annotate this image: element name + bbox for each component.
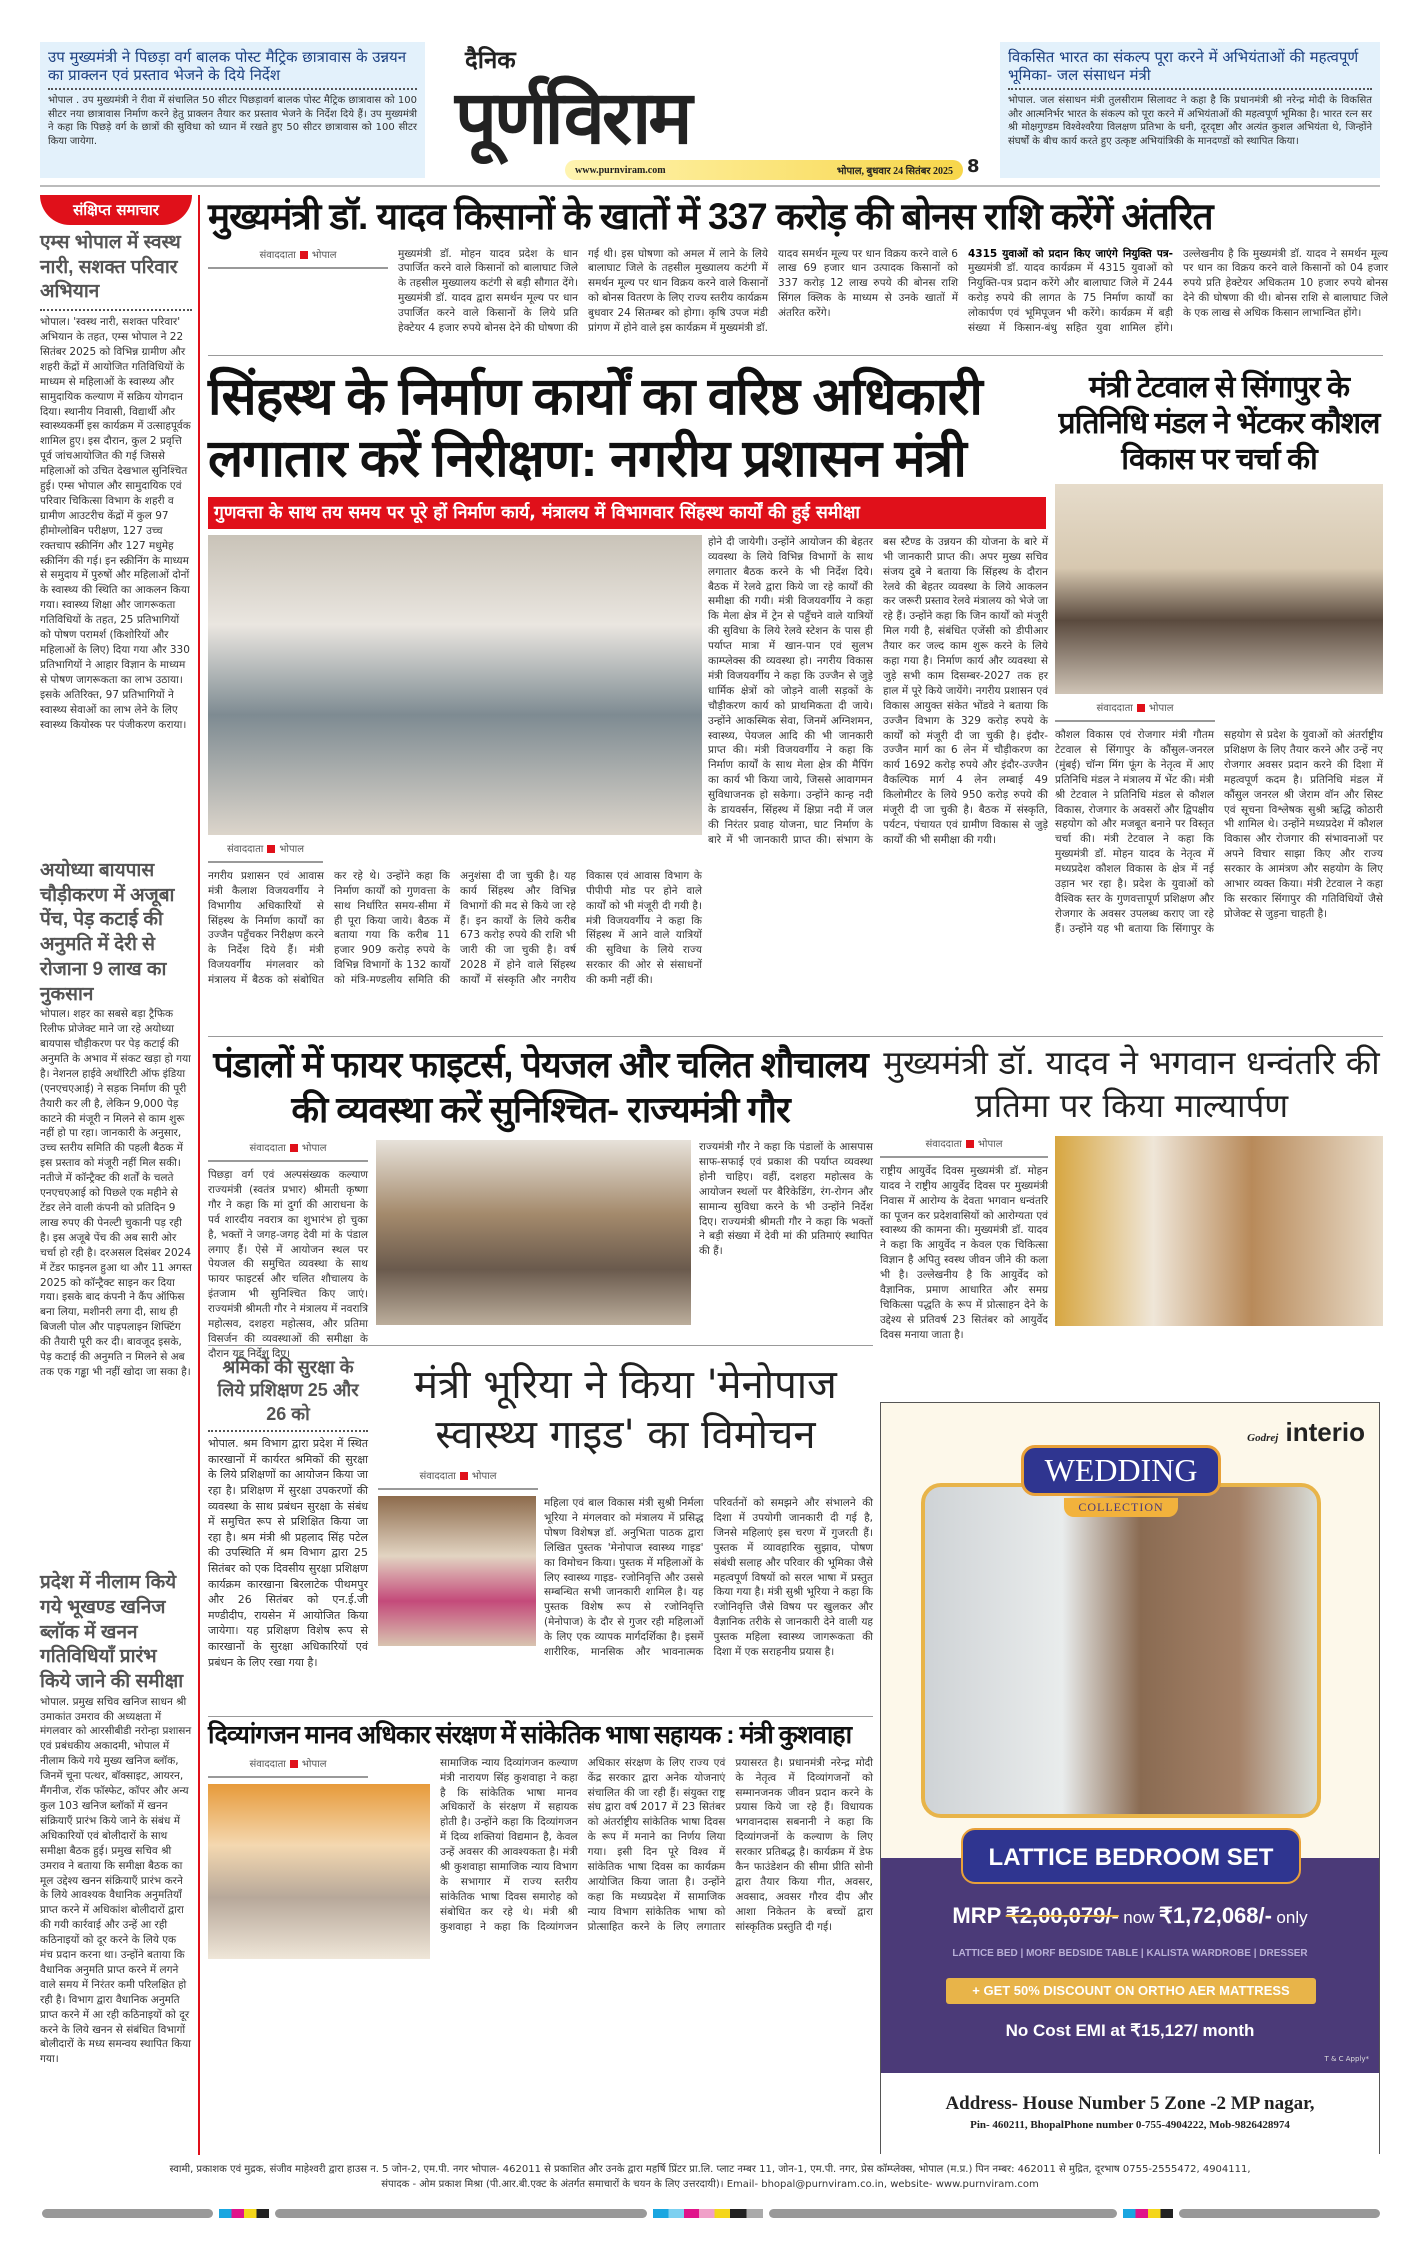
- product-name: LATTICE BEDROOM SET: [961, 1828, 1301, 1884]
- sidebar-body: भोपाल। 'स्वस्थ नारी, सशक्त परिवार' अभियान के तहत, एम्स भोपाल ने 22 सितंबर 2025 को विभिन्न ग्रामीण और शहरी केंद्रों में आयोजित गतिविधियों के माध्यम से महिलाओं के स्वास्थ्य और सामुदायिक कल्याण में सक्रिय योगदान दिया। स्थानीय निवासी, विद्यार्थी और स्वास्थ्यकर्मी इस कार्यक्रम में उत्साहपूर्वक शामिल हुए। इस दौरान, कुल 2 प्रवृत्ति पूर्व जांचआयोजित की गई जिससे महिलाओं को उचित देखभाल सुनिश्चित हुई। एम्स भोपाल और सामुदायिक एवं परिवार चिकित्सा विभाग के शहरी व ग्रामीण आउटरीच केंद्रों में कुल 97 हीमोग्लोबिन परीक्षण, 127 उच्च रक्तचाप स्क्रीनिंग और 127 मधुमेह स्क्रीनिंग की गई। इन स्क्रीनिंग के माध्यम से समुदाय में पुरुषों और महिलाओं दोनों के स्वास्थ्य की स्थिति का आकलन किया गया। स्वास्थ्य शिक्षा और जागरूकता गतिविधियों के तहत, 25 प्रतिभागियों को पोषण परामर्श (किशोरियों और महिलाओं के लिए) दिया गया और 330 प्रतिभागियों ने आहार विज्ञान के माध्यम से पोषण जागरूकता का लाभ उठाया। इसके अतिरिक्त, 97 प्रतिभागियों ने स्वास्थ्य सेवाओं का लाभ लेने के लिए स्वास्थ्य कियोस्क पर पंजीकरण कराया।: [40, 316, 191, 731]
- dhanvantari-section: [880, 1042, 1383, 1397]
- reporter: संवाददाता: [1096, 703, 1133, 714]
- bar-segment: [42, 2209, 213, 2218]
- divider: [208, 1430, 368, 1432]
- sinhastha-content: [208, 535, 1048, 1032]
- masthead-rule: [40, 185, 1380, 187]
- reporter: संवाददाता: [249, 1758, 286, 1770]
- set-items: LATTICE BED | MORF BEDSIDE TABLE | KALISTA WARDROBE | DRESSER: [952, 1948, 1308, 1959]
- bullet: [966, 1140, 974, 1148]
- now-label: now: [1123, 1908, 1155, 1927]
- interio-ad[interactable]: [880, 1402, 1380, 2154]
- divyang-section: [208, 1716, 873, 2156]
- cmyk-marks: [653, 2209, 763, 2218]
- mrp-label: MRP: [952, 1903, 1002, 1928]
- tetwal-section: [1055, 370, 1383, 1032]
- lead-body-2: [968, 247, 1388, 350]
- shramik-section: [208, 1356, 368, 1710]
- masthead-title: पूर्णविराम: [455, 76, 690, 159]
- sinhastha-photo: [208, 535, 702, 835]
- brand-logo: [1247, 1417, 1365, 1448]
- sidebar-headline: एम्स भोपाल में स्वस्थ नारी, सशक्त परिवार अभियान: [40, 232, 181, 303]
- tetwal-photo: [1055, 484, 1383, 694]
- tetwal-headline: मंत्री टेटवाल से सिंगापुर के प्रतिनिधि मंडल ने भेंटकर कौशल विकास पर चर्चा की: [1058, 371, 1380, 476]
- brand-name: interio: [1285, 1417, 1365, 1447]
- divyang-headline: दिव्यांगजन मानव अधिकार संरक्षण में सांकेतिक भाषा सहायक : मंत्री कुशवाहा: [208, 1721, 852, 1749]
- fire-body-left: पिछड़ा वर्ग एवं अल्पसंख्यक कल्याण राज्यमंत्री (स्वतंत्र प्रभार) श्रीमती कृष्णा गौर ने कहा कि मां दुर्गा की आराधना के पर्व शारदीय नवरात्र का शुभारंभ हो चुका है, भक्तों ने जगह-जगह देवी मां के पंडाल लगाए हैं। ऐसे में आयोजन स्थल पर पेयजल की समुचित व्यवस्था के साथ फायर फाइटर्स और चलित शौचालय के इंतजाम भी सुनिश्चित किए जाएं। राज्यमंत्री श्रीमती गौर ने मंत्रालय में नवरात्रि महोत्सव, दशहरा महोत्सव, और प्रतिमा विसर्जन की व्यवस्थाओं की समीक्षा के दौरान यह निर्देश दिए।: [208, 1169, 368, 1360]
- byline-text: [880, 1136, 1048, 1158]
- city: भोपाल: [301, 1143, 327, 1154]
- byline-text: [208, 1140, 368, 1162]
- only-label: only: [1276, 1908, 1308, 1927]
- reporter: संवाददाता: [249, 1143, 286, 1154]
- bar-segment: [769, 2209, 1116, 2218]
- tc-note: T & C Apply*: [1324, 2055, 1369, 2063]
- bar-segment: [275, 2209, 647, 2218]
- masthead: [435, 42, 980, 180]
- lead-body: मुख्यमंत्री डॉ. मोहन यादव प्रदेश के धान उपार्जित करने वाले किसानों को बालाघाट जिले के तहसील मुख्यालय कटंगी से बड़ी सौगात देंगे। मुख्यमंत्री डॉ. यादव द्वारा समर्थन मूल्य पर धान उपार्जित करने वाले किसानों के लिये प्रति हेक्टेयर 4 हजार रुपये बोनस देने की घोषणा की गई थी। इस घोषणा को अमल में लाने के लिये बालाघाट जिले के तहसील मुख्यालय कटंगी में समर्थन मूल्य पर धान विक्रय करने वाले किसानों को बोनस वितरण के लिए राज्य स्तरीय कार्यक्रम बुधवार 24 सितम्बर को होगा। कृषि उपज मंडी प्रांगण में होने वाले इस कार्यक्रम में मुख्यमंत्री डॉ. यादव समर्थन मूल्य पर धान विक्रय करने वाले 6 लाख 69 हजार धान उत्पादक किसानों को 337 करोड़ 12 लाख रुपये की बोनस राशि सिंगल क्लिक के माध्यम से उनके खातों में अंतरित करेंगे।: [398, 247, 958, 335]
- fire-content: [208, 1140, 873, 1360]
- cmyk-marks: [1123, 2209, 1173, 2218]
- brief-headline: विकसित भारत का संकल्प पूरा करने में अभियंताओं की महत्वपूर्ण भूमिका- जल संसाधन मंत्री: [1008, 48, 1359, 84]
- tetwal-body: कौशल विकास एवं रोजगार मंत्री गौतम टेटवाल से सिंगापुर के कौंसुल-जनरल (मुंबई) चॉन्ग मिंग फूंग के नेतृत्व में आए प्रतिनिधि मंडल ने मंत्रालय में भेंट की। मंत्री श्री टेटवाल ने प्रतिनिधि मंडल से कौशल विकास, रोजगार के अवसरों और द्विपक्षीय सहयोग को और मजबूत बनाने पर विस्तृत चर्चा की। मंत्री टेटवाल ने कहा कि मुख्यमंत्री डॉ. मोहन यादव के नेतृत्व में मध्यप्रदेश कौशल विकास के क्षेत्र में नई उड़ान भर रहा है। प्रदेश के युवाओं को वैश्विक स्तर के गुणवत्तापूर्ण प्रशिक्षण और रोजगार के अवसर उपलब्ध कराए जा रहे हैं। उन्होंने यह भी बताया कि सिंगापुर के सहयोग से प्रदेश के युवाओं को अंतर्राष्ट्रीय प्रशिक्षण के लिए तैयार करने और उन्हें नए रोजगार अवसर प्रदान करने की दिशा में महत्वपूर्ण कदम है। प्रतिनिधि मंडल में कौंसुल जनरल श्री जेराम वॉन और सिस्ट एवं सूचना विश्लेषक सुश्री ऋद्धि कोठारी भी शामिल थे। उन्होंने मध्यप्रदेश में कौशल विकास और रोजगार की संभावनाओं पर अपने विचार साझा किए और राज्य सरकार के आमंत्रण और सहयोग के लिए आभार व्यक्त किया। मंत्री टेटवाल ने कहा कि सरकार सिंगापुर की गतिविधियों जैसे प्रोजेक्ट से जुड़ना चाहती है।: [1055, 729, 1383, 935]
- sidebar-label: संक्षिप्त समाचार: [40, 195, 192, 225]
- sinhastha-strap: गुणवत्ता के साथ तय समय पर पूरे हों निर्माण कार्य, मंत्रालय में विभागवार सिंहस्थ कार्यों की हुई समीक्षा: [208, 497, 1046, 529]
- reporter: संवाददाता: [259, 249, 296, 261]
- brief-headline: उप मुख्यमंत्री ने पिछड़ा वर्ग बालक पोस्ट मैट्रिक छात्रावास के उन्नयन का प्राक्लन एवं प्रस्ताव भेजने के दिये निर्देश: [48, 48, 407, 84]
- color-registration-bar: [42, 2208, 1380, 2218]
- fire-body-right: राज्यमंत्री गौर ने कहा कि पंडालों के आसपास साफ-सफाई एवं प्रकाश की पर्याप्त व्यवस्था होनी चाहिए। वहीं, दशहरा महोत्सव के आयोजन स्थलों पर बैरिकेडिंग, रंग-रोगन और सामान्य सुविधा करने के भी उन्होंने निर्देश दिए। राज्यमंत्री श्रीमती गौर ने कहा कि भक्तों ने बड़ी संख्या में देवी मां की प्रतिमाएं स्थापित की हैं।: [699, 1141, 873, 1258]
- byline-text: [208, 247, 388, 269]
- lead-headline: मुख्यमंत्री डॉ. यादव किसानों के खातों में 337 करोड़ की बोनस राशि करेंगें अंतरित: [208, 196, 1213, 237]
- byline-text: [1055, 700, 1215, 722]
- ad-address: Address- House Number 5 Zone -2 MP nagar,: [945, 2093, 1315, 2114]
- divider: [48, 88, 417, 90]
- emi-text: No Cost EMI at ₹15,127/ month: [1005, 2021, 1255, 2040]
- imprint-line-1: स्वामी, प्रकाशक एवं मुद्रक, संजीव माहेश्वरी द्वारा हाउस न. 5 जोन-2, एम.पी. नगर भोपाल- 462011 से प्रकाशित और उनके द्वारा महर्षि प्रिंटर प्रा.लि. प्लाट नम्बर 11, जोन-1, एम.पी. नगर, प्रेस कॉम्प्लेक्स, भोपाल (म.प्र.) पिन नम्बर: 462011 से मुद्रित, दूरभाष 0755-2555472, 4904111,: [169, 2164, 1251, 2175]
- city: भोपाल: [1148, 703, 1174, 714]
- sinhastha-body: नगरीय प्रशासन एवं आवास मंत्री कैलाश विजयवर्गीय ने विभागीय अधिकारियों से सिंहस्थ के निर्माण कार्यों का उज्जैन पहुँचकर निरीक्षण करने के निर्देश दिये हैं। मंत्री विजयवर्गीय मंगलवार को मंत्रालय में बैठक को संबोधित कर रहे थे। उन्होंने कहा कि निर्माण कार्यों को गुणवत्ता के साथ निर्धारित समय-सीमा में ही पूरा किया जाये। बैठक में बताया गया कि करीब 11 हजार 909 करोड़ रुपये के विभिन्न विभागों के 132 कार्यों को मंत्रि-मण्डलीय समिति की अनुशंसा दी जा चुकी है। यह कार्य सिंहस्थ और विभिन्न विभागों की मद से किये जा रहे हैं। इन कार्यों के लिये करीब 673 करोड़ रुपये की राशि भी जारी की जा चुकी है। वर्ष 2028 में होने वाले सिंहस्थ कार्यों में संस्कृति और नगरीय विकास एवं आवास विभाग के पीपीपी मोड पर होने वाले कार्यों को भी मंजूरी दी गयी है। मंत्री विजयवर्गीय ने कहा कि सिंहस्थ में आने वाले यात्रियों की सुविधा के लिये राज्य सरकार की ओर से संसाधनों की कमी नहीं की।: [208, 869, 702, 987]
- ad-photo: [921, 1483, 1321, 1818]
- wedding-banner: [1021, 1445, 1221, 1517]
- city: भोपाल: [977, 1138, 1003, 1150]
- menopause-photo: [378, 1496, 536, 1646]
- divyang-byline: [208, 1756, 368, 1784]
- menopause-section: [378, 1360, 873, 1710]
- sinhastha-byline: [208, 841, 323, 869]
- price-line: [881, 1903, 1379, 1929]
- menopause-content: [378, 1496, 873, 1710]
- imprint: [30, 2163, 1390, 2192]
- divyang-photo: [208, 1784, 430, 1959]
- banner-sub: COLLECTION: [1064, 1498, 1177, 1517]
- rule: [208, 1036, 1383, 1037]
- sidebar-headline: अयोध्या बायपास चौड़ीकरण में अजूबा पेंच, पेड़ कटाई की अनुमति में देरी से रोजाना 9 लाख का नुकसान: [40, 860, 175, 1005]
- menopause-headline: मंत्री भूरिया ने किया 'मेनोपाज स्वास्थ्य गाइड' का विमोचन: [414, 1362, 837, 1458]
- brief-body: भोपाल . उप मुख्यमंत्री ने रीवा में संचालित 50 सीटर पिछड़ावर्ग बालक पोस्ट मैट्रिक छात्रावास को 100 सीटर नया छात्रावास निर्माण करने हेतु प्राक्लन तैयार कर प्रस्ताव भेजने के निर्देश दिये हैं। उप मुख्यमंत्री ने कहा कि पिछड़े वर्ग के छात्रों की सुविधा को ध्यान में रखते हुए 50 सीटर छात्रावास को 100 सीटर किया जायेगा.: [48, 95, 417, 147]
- dhanvantari-body: राष्ट्रीय आयुर्वेद दिवस मुख्यमंत्री डॉ. मोहन यादव ने राष्ट्रीय आयुर्वेद दिवस पर मुख्यमंत्री निवास में आरोग्य के देवता भगवान धन्वंतरि का पूजन कर प्रदेशवासियों को आरोग्यता एवं स्वास्थ्य की कामना की। मुख्यमंत्री डॉ. यादव ने कहा कि आयुर्वेद न केवल एक चिकित्सा विज्ञान है अपितु स्वस्थ जीवन जीने की कला भी है। उल्लेखनीय है कि आयुर्वेद को वैज्ञानिक, प्रमाण आधारित और समग्र चिकित्सा पद्धति के रूप में प्रोत्साहन देने के उद्देश्य से प्रतिवर्ष 23 सितंबर को आयुर्वेद दिवस मनाया जाता है।: [880, 1164, 1048, 1341]
- menopause-byline: [378, 1468, 538, 1496]
- top-left-brief: [40, 42, 425, 178]
- lead-section: [208, 196, 1398, 350]
- shramik-headline: श्रमिकों की सुरक्षा के लिये प्रशिक्षण 25 और 26 को: [217, 1357, 359, 1424]
- dhanvantari-headline: मुख्यमंत्री डॉ. यादव ने भगवान धन्वंतरि की प्रतिमा पर किया माल्यार्पण: [883, 1043, 1380, 1125]
- reporter: संवाददाता: [419, 1471, 456, 1482]
- fire-headline: पंडालों में फायर फाइटर्स, पेयजल और चलित शौचालय की व्यवस्था करें सुनिश्चित- राज्यमंत्री गौर: [213, 1044, 868, 1130]
- offer-price: ₹1,72,068/-: [1158, 1903, 1272, 1928]
- sinhastha-body-right: होने दी जायेगी। उन्होंने आयोजन की बेहतर व्यवस्था के लिये विभिन्न विभागों के साथ लगातार बैठक करने के भी निर्देश दिये। बैठक में रेलवे द्वारा किये जा रहे कार्यों की समीक्षा की गयी। मंत्री विजयवर्गीय ने कहा कि मेला क्षेत्र में ट्रेन से पहुँचने वाले यात्रियों की सुविधा के लिये रेलवे स्टेशन के पास ही पर्याप्त मात्रा में खान-पान एवं सुलभ काम्प्लेक्स की व्यवस्था हो। नगरीय विकास मंत्री विजयवर्गीय ने कहा कि उज्जैन से जुड़े धार्मिक क्षेत्रों को जोड़ने वाली सड़कों के चौड़ीकरण कार्य को प्राथमिकता दी जाये। उन्होंने आकस्मिक सेवा, जिनमें अग्निशमन, स्वास्थ्य, पेयजल आदि की भी जानकारी प्राप्त की। मंत्री विजयवर्गीय ने कहा कि निर्माण कार्यों के साथ मेला क्षेत्र की मैपिंग का कार्य भी किया जाये, जिससे आवागमन सुविधाजनक हो सकेगा। उन्होंने कान्ह नदी के डायवर्सन, सिंहस्थ में क्षिप्रा नदी में जल की निरंतर प्रवाह योजना, घाट निर्माण के बारे में भी जानकारी प्राप्त की। संभाग के बस स्टैण्ड के उन्नयन की योजना के बारे में भी जानकारी प्राप्त की। अपर मुख्य सचिव संजय दुबे ने बताया कि सिंहस्थ के दौरान रेलवे की बेहतर व्यवस्था के लिये आकलन कर जरूरी प्रस्ताव रेलवे मंत्रालय को भेजे जा रहे हैं। उन्होंने कहा कि जिन कार्यों को मंजूरी मिल गयी है, संबंधित एजेंसी को डीपीआर तैयार कर जल्द काम शुरू करने के लिये कहा गया है। निर्माण कार्य और व्यवस्था से जुड़े सभी काम दिसम्बर-2027 तक हर हाल में पूरे किये जायेंगे। नगरीय प्रशासन एवं विकास आयुक्त संकेत भोंडवे ने बताया कि उज्जैन विभाग के 329 करोड़ रुपये के कार्यों को मंजूरी दी जा चुकी है। इंदौर-उज्जैन मार्ग का 6 लेन में चौड़ीकरण का कार्य 1692 करोड़ रुपये और इंदौर-उज्जैन वैकल्पिक मार्ग 4 लेन लम्बाई 49 किलोमीटर के लिये 950 करोड़ रुपये की मंजूरी दी जा चुकी है। बैठक में संस्कृति, पर्यटन, पंचायत एवं ग्रामीण विकास से जुड़े कार्यों की भी समीक्षा की गयी।: [708, 535, 1049, 846]
- bullet: [290, 1144, 298, 1152]
- dhanvantari-photo: [1055, 1136, 1383, 1326]
- byline: [208, 247, 388, 350]
- bullet: [267, 845, 275, 853]
- mrp-old-price: ₹2,00,079/-: [1005, 1903, 1119, 1928]
- website-link[interactable]: www.purnviram.com: [575, 164, 666, 176]
- bullet: [460, 1472, 468, 1480]
- sidebar: [40, 195, 200, 2155]
- fire-section: [208, 1042, 873, 1360]
- sidebar-body: भोपाल. प्रमुख सचिव खनिज साधन श्री उमाकांत उमराव की अध्यक्षता में मंगलवार को आरसीबीडी नरोन्हा प्रशासन एवं प्रबंधकीय अकादमी, भोपाल में नीलाम किये गये मुख्य खनिज ब्लॉक, जिनमें चूना पत्थर, बॉक्साइट, आयरन, मैंगनीज, रॉक फॉस्फेट, कॉपर और अन्य कुल 103 खनिज ब्लॉकों में खनन संक्रियाएँ प्रारंभ किये जाने के संबंध में अधिकारियों एवं बोलीदारों के साथ समीक्षा बैठक हुई। प्रमुख सचिव श्री उमराव ने बताया कि समीक्षा बैठक का मूल उद्देश्य खनन संक्रियाएँ प्रारंभ करने के लिये आवश्यक वैधानिक अनुमतियाँ प्राप्त करने में अधिकांश बोलीदारों द्वारा की गयी कार्रवाई और उन्हें आ रही कठिनाइयों को दूर करने के लिये एक मंच प्रदान करना था। उन्होंने बताया कि वैधानिक अनुमति प्राप्त करने में लगने वाले समय में निरंतर कमी परिलक्षित हो रही है। विभाग द्वारा वैधानिक अनुमति प्राप्त करने में आ रही कठिनाइयों को दूर करने के लिये खनन से संबंधित विभागों बोलीदारों के मध्य समन्वय स्थापित किया गया।: [40, 1695, 192, 2066]
- brief-body: भोपाल. जल संसाधन मंत्री तुलसीराम सिलावट ने कहा है कि प्रधानमंत्री श्री नरेन्द्र मोदी के विकसित और आत्मनिर्भर भारत के संकल्प को पूरा करने में अभियंताओं की महत्वपूर्ण भूमिका है। भारत रत्न सर श्री मोक्षगुण्डम विश्वेश्वरैया विलक्षण प्रतिभा के धनी, दूरदृष्टा और अत्यंत कुशल अभियंता थे, जिन्होंने संघर्षों के बीच कार्य करते हुए उत्कृष्ट अभियांत्रिकी के मानदण्डों को स्थापित किया।: [1008, 95, 1372, 147]
- byline-text: [208, 841, 323, 863]
- discount-badge: + GET 50% DISCOUNT ON ORTHO AER MATTRESS: [946, 1978, 1316, 2004]
- bullet: [290, 1760, 298, 1768]
- sidebar-body: भोपाल। शहर का सबसे बड़ा ट्रैफिक रिलीफ प्रोजेक्ट माने जा रहे अयोध्या बायपास चौड़ीकरण पर पेड़ कटाई की अनुमति के अभाव में संकट खड़ा हो गया है। नेशनल हाईवे अथॉरिटी ऑफ इंडिया (एनएचएआई) ने सड़क निर्माण की पूरी तैयारी कर ली है, लेकिन 9,000 पेड़ काटने की मंजूरी न मिलने से काम शुरू नहीं हो पा रहा। जानकारी के अनुसार, उच्च स्तरीय समिति की पहली बैठक में इस प्रस्ताव को मंजूरी नहीं मिल सकी। नतीजे में कॉन्ट्रैक्ट की शर्तों के चलते एनएचएआई को पिछले एक महीने से टेंडर लेने वाली कंपनी को प्रतिदिन 9 लाख रुपए की पेनल्टी चुकानी पड़ रही है। इस अजूबे पेंच की अब सारी ओर चर्चा हो रही है। दरअसल दिसंबर 2024 में टेंडर फाइनल हुआ था और 11 अगस्त 2025 को कॉन्ट्रैक्ट साइन कर दिया गया। इसके बाद कंपनी ने कैंप ऑफिस बना लिया, मशीनरी लगा दी, साथ ही बिजली पोल और पाइपलाइन शिफ्टिंग की तैयारी पूरी कर दी। बावजूद इसके, पेड़ कटाई की अनुमति न मिलने से अब तक एक गड्ढा भी नहीं खोदा जा सका है।: [40, 1008, 192, 1378]
- ad-contact: Pin- 460211, BhopalPhone number 0-755-4904222, Mob-9826428974: [970, 2119, 1290, 2131]
- city: भोपाल: [301, 1758, 327, 1770]
- bullet: [1137, 704, 1145, 712]
- rule: [208, 1345, 873, 1346]
- lead-subhead: 4315 युवाओं को प्रदान किए जाएंगे नियुक्ति पत्र-: [968, 247, 1173, 260]
- brand-pre: Godrej: [1247, 1432, 1279, 1444]
- reporter: संवाददाता: [925, 1138, 962, 1150]
- divider: [1008, 88, 1372, 90]
- banner-title: WEDDING: [1021, 1445, 1221, 1496]
- imprint-line-2: संपादक - ओम प्रकाश मिश्रा (पी.आर.बी.एक्ट के अंतर्गत समाचारों के चयन के लिए उत्तरदायी)। Email- bhopal@purnviram.co.in, website- www.purnviram.com: [381, 2178, 1039, 2190]
- byline-text: [378, 1468, 538, 1490]
- city: भोपाल: [471, 1471, 497, 1482]
- page-number: 8: [967, 156, 980, 177]
- bullet: [300, 251, 308, 259]
- dhanvantari-content: [880, 1136, 1383, 1397]
- lead-body2: मुख्यमंत्री डॉ. यादव कार्यक्रम में 4315 युवाओं को नियुक्ति-पत्र प्रदान करेंगे और बालाघाट जिले में 244 करोड़ रुपये की लागत के 75 निर्माण कार्यों का लोकार्पण एवं भूमिपूजन भी करेंगे। कार्यक्रम में बड़ी संख्या में किसान-बंधु सहित युवा शामिल होंगे। उल्लेखनीय है कि मुख्यमंत्री डॉ. यादव ने समर्थन मूल्य पर धान का विक्रय करने वाले किसानों को 04 हजार रुपये प्रति हेक्टेयर अधिकतम 10 हजार रुपये बोनस देने की घोषणा की थी। बोनस राशि से बालाघाट जिले के एक लाख से अधिक किसान लाभान्वित होंगे।: [968, 247, 1388, 335]
- divyang-content: [208, 1756, 873, 2156]
- cmyk-marks: [219, 2209, 269, 2218]
- rule: [208, 355, 1383, 356]
- divider: [40, 309, 192, 311]
- fire-photo: [376, 1140, 691, 1325]
- ad-address-panel: [881, 2073, 1379, 2155]
- city: भोपाल: [311, 249, 337, 261]
- fire-left: [208, 1140, 368, 1360]
- menopause-body: महिला एवं बाल विकास मंत्री सुश्री निर्मला भूरिया ने मंगलवार को मंत्रालय में प्रसिद्ध पोषण विशेषज्ञ डॉ. अनुभिता पाठक द्वारा लिखित पुस्तक 'मेनोपाज स्वास्थ्य गाइड' का विमोचन किया। पुस्तक में महिलाओं के लिए स्वास्थ्य गाइड- रजोनिवृत्ति और उससे सम्बन्धित सभी जानकारी शामिल है। यह पुस्तक विशेष रूप से रजोनिवृत्ति (मेनोपाज) के दौर से गुजर रही महिलाओं के लिए एक व्यापक मार्गदर्शिका है। इसमें शारीरिक, मानसिक और भावनात्मक परिवर्तनों को समझने और संभालने की दिशा में उपयोगी जानकारी दी गई है, जिनसे महिलाएं इस चरण में गुजरती हैं। पुस्तक में व्यावहारिक सुझाव, पोषण संबंधी सलाह और परिवार की भूमिका जैसे महत्वपूर्ण विषयों को सरल भाषा में प्रस्तुत किया गया है। मंत्री सुश्री भूरिया ने कहा कि रजोनिवृत्ति जैसे विषय पर खुलकर और वैज्ञानिक तरीके से जानकारी देने वाली यह पुस्तक महिला स्वास्थ्य जागरूकता की दिशा में एक सराहनीय प्रयास है।: [544, 1497, 873, 1659]
- sidebar-headline: प्रदेश में नीलाम किये गये भूखण्ड खनिज ब्लॉक में खनन गतिविधियाँ प्रारंभ किये जाने की समीक्षा: [40, 1572, 184, 1692]
- masthead-pre: दैनिक: [465, 47, 516, 74]
- lead-story: [208, 247, 1388, 350]
- bar-segment: [1179, 2209, 1380, 2218]
- dateline: भोपाल, बुधवार 24 सितंबर 2025: [836, 166, 953, 177]
- shramik-body: भोपाल. श्रम विभाग द्वारा प्रदेश में स्थित कारखानों में कार्यरत श्रमिकों की सुरक्षा के लिये प्रशिक्षणों का आयोजन किया जा रहा है। प्रशिक्षण में सुरक्षा उपकरणों की व्यवस्था के साथ प्रबंधन सुरक्षा के संबंध में समुचित रूप से प्रशिक्षित किया जा रहा है। श्रम मंत्री श्री प्रहलाद सिंह पटेल की उपस्थिति में श्रम विभाग द्वारा 25 सितंबर को एक दिवसीय सुरक्षा प्रशिक्षण कार्यक्रम कारखाना बिरलाटेक पीथमपुर और 26 सितंबर को एन.ई.जी मण्डीदीप, रायसेन में आयोजित किया जायेगा। यह प्रशिक्षण विशेष रूप से कारखानों के सुरक्षा अधिकारियों एवं प्रबंधन के लिए रखा गया है।: [208, 1437, 368, 1669]
- city: भोपाल: [279, 843, 305, 855]
- top-right-brief: [1000, 42, 1380, 178]
- sinhastha-left: [208, 535, 702, 1032]
- divyang-body: सामाजिक न्याय दिव्यांगजन कल्याण मंत्री नारायण सिंह कुशवाहा ने कहा है कि सांकेतिक भाषा मानव अधिकारों के संरक्षण में सहायक होती है। उन्होंने कहा कि दिव्यांगजन में दिव्य शक्तियां विद्यमान है, केवल उन्हें अवसर की आवश्यकता है। मंत्री श्री कुशवाहा सामाजिक न्याय विभाग के सभागार में राज्य स्तरीय सांकेतिक भाषा दिवस समारोह को संबोधित कर रहे थे। मंत्री श्री कुशवाहा ने कहा कि दिव्यांगजन अधिकार संरक्षण के लिए राज्य एवं केंद्र सरकार द्वारा अनेक योजनाएं संचालित की जा रही हैं। संयुक्त राष्ट्र संघ द्वारा वर्ष 2017 में 23 सितंबर को अंतर्राष्ट्रीय सांकेतिक भाषा दिवस के रूप में मनाने का निर्णय लिया गया। इसी दिन पूरे विश्व में सांकेतिक भाषा दिवस का कार्यक्रम आयोजित किया जाता है। उन्होंने कहा कि मध्यप्रदेश में सामाजिक न्याय विभाग सांकेतिक भाषा को प्रोत्साहित करने के लिए लगातार प्रयासरत है। प्रधानमंत्री नरेन्द्र मोदी के नेतृत्व में दिव्यांगजनों को सम्मानजनक जीवन प्रदान करने के प्रयास किये जा रहे हैं। विधायक भगवानदास सबनानी ने कहा कि दिव्यांगजनों के कल्याण के लिए सरकार प्रतिबद्ध है। कार्यक्रम में डेफ कैन फाउंडेशन की सीमा प्रीति सोनी द्वारा तैयार किया गीत, अवसर, अवसाद, अवसर गौरव दीप और आशा निकेतन के बच्चों द्वारा सांस्कृतिक प्रस्तुति दी गई।: [440, 1756, 873, 1933]
- dhanvantari-left: [880, 1136, 1048, 1397]
- byline-text: [208, 1756, 368, 1778]
- divyang-left: [208, 1756, 430, 2156]
- sinhastha-section: [208, 366, 1048, 1032]
- masthead-strip: [565, 160, 963, 180]
- reporter: संवाददाता: [226, 843, 264, 855]
- tetwal-byline: [1055, 700, 1215, 728]
- sinhastha-headline: सिंहस्थ के निर्माण कार्यों का वरिष्ठ अधिकारी लगातार करें निरीक्षण: नगरीय प्रशासन मंत्री: [208, 368, 982, 489]
